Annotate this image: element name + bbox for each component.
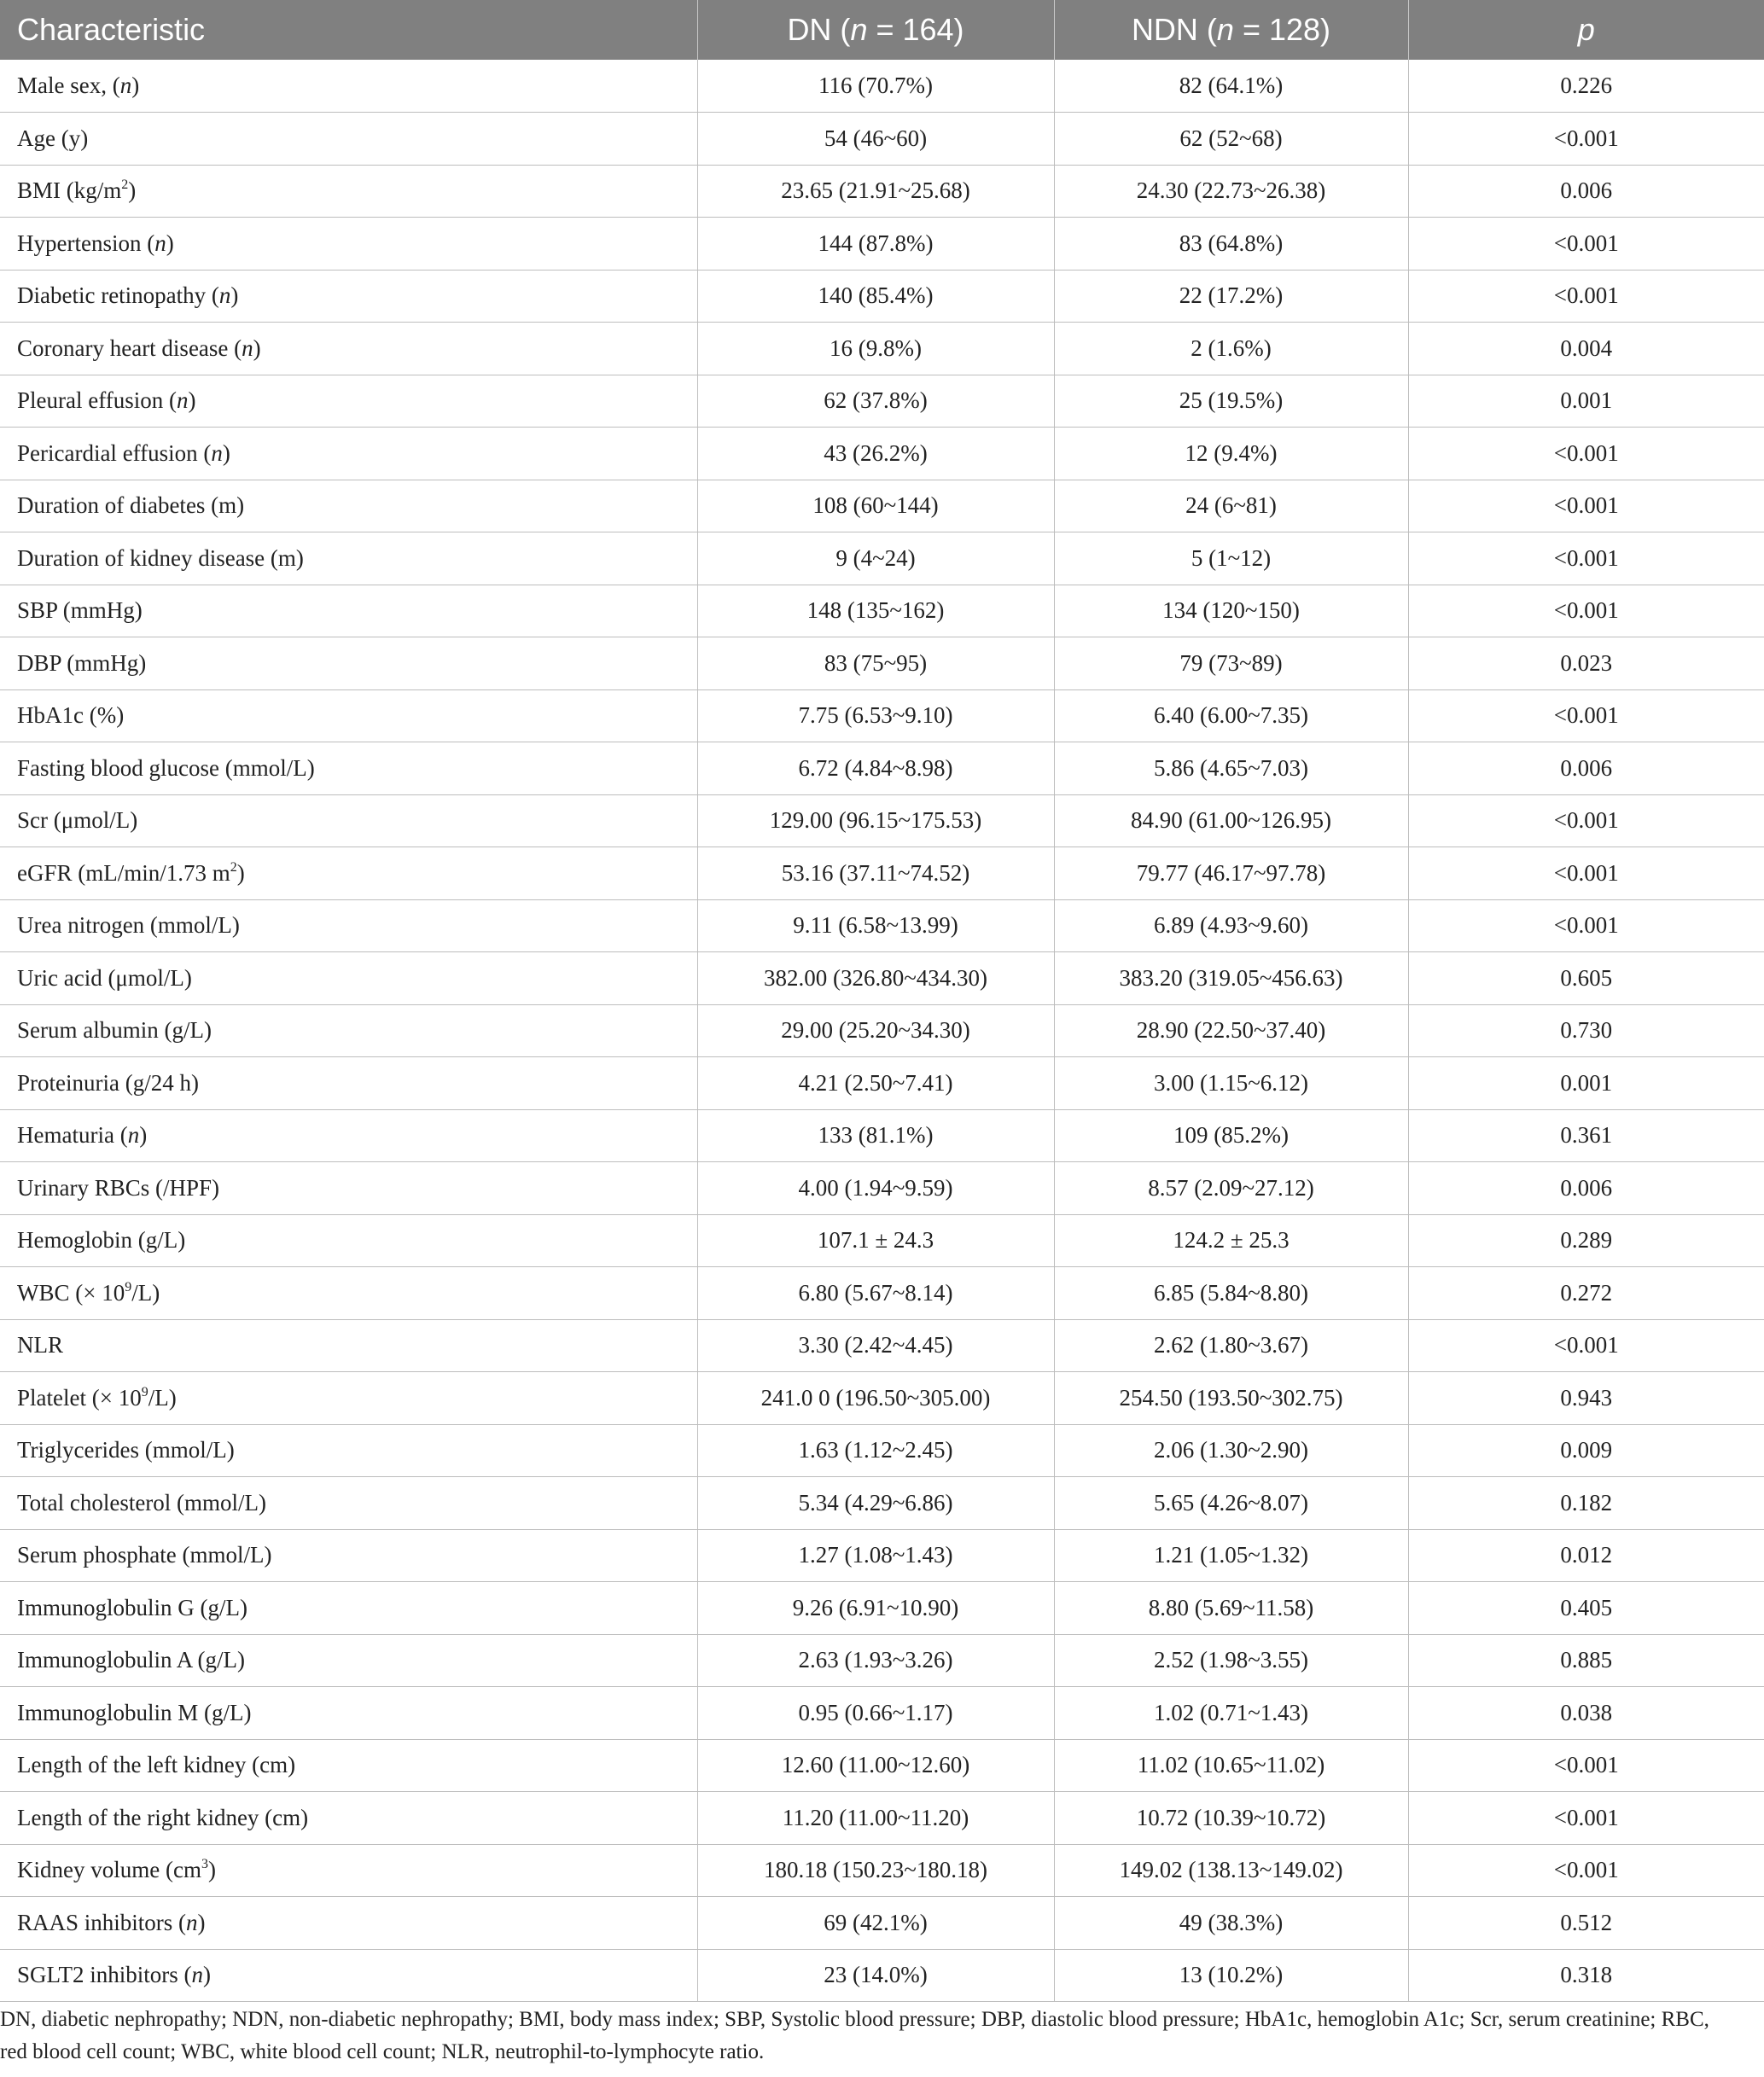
row-ndn-value: 3.00 (1.15~6.12) — [1054, 1057, 1408, 1110]
characteristic-after: ) — [222, 439, 230, 466]
row-characteristic — [0, 1267, 697, 1320]
row-ndn-value: 134 (120~150) — [1054, 585, 1408, 637]
table-row — [0, 270, 1764, 323]
table-row — [0, 1004, 1764, 1057]
row-p-value: <0.001 — [1408, 113, 1764, 166]
row-p-value: 0.006 — [1408, 1162, 1764, 1215]
characteristic-text: Coronary heart disease ( — [17, 335, 242, 361]
row-characteristic — [0, 952, 697, 1005]
characteristic-text: Serum phosphate (mmol/L) — [17, 1542, 272, 1568]
characteristic-after: ) — [253, 335, 261, 361]
row-characteristic — [0, 1004, 697, 1057]
row-ndn-value: 254.50 (193.50~302.75) — [1054, 1372, 1408, 1425]
table-row — [0, 218, 1764, 271]
characteristic-text: Duration of kidney disease (m) — [17, 544, 304, 571]
row-characteristic — [0, 60, 697, 113]
table-row — [0, 428, 1764, 480]
row-characteristic — [0, 1109, 697, 1162]
characteristic-tail: ) — [207, 1857, 216, 1883]
table-body — [0, 60, 1764, 2002]
characteristic-text: Serum albumin (g/L) — [17, 1017, 212, 1044]
header-p — [1408, 0, 1764, 60]
row-p-value: 0.182 — [1408, 1477, 1764, 1530]
characteristic-superscript: 9 — [125, 1279, 132, 1294]
characteristic-text: Pleural effusion ( — [17, 387, 177, 414]
characteristic-text: SBP (mmHg) — [17, 597, 143, 624]
characteristic-tail: /L) — [148, 1384, 177, 1411]
row-ndn-value: 5.86 (4.65~7.03) — [1054, 742, 1408, 795]
row-ndn-value: 8.80 (5.69~11.58) — [1054, 1582, 1408, 1635]
row-ndn-value: 1.02 (0.71~1.43) — [1054, 1687, 1408, 1740]
characteristic-italic: n — [218, 282, 231, 309]
row-characteristic — [0, 847, 697, 900]
row-dn-value: 108 (60~144) — [697, 480, 1054, 532]
row-dn-value: 2.63 (1.93~3.26) — [697, 1634, 1054, 1687]
row-p-value: 0.885 — [1408, 1634, 1764, 1687]
row-dn-value: 3.30 (2.42~4.45) — [697, 1319, 1054, 1372]
table-footnote: DN, diabetic nephropathy; NDN, non-diabetic nephropathy; BMI, body mass index; SBP, Systolic blood pressure; DBP, diastolic blood pressure; HbA1c, hemoglobin A1c; Scr, serum creatinine; RBC, red blood cell count; WBC, white blood cell count; NLR, neutrophil-to-lymphocyte ratio. — [0, 2008, 1709, 2063]
row-characteristic — [0, 1792, 697, 1845]
row-dn-value: 129.00 (96.15~175.53) — [697, 794, 1054, 847]
row-p-value: 0.361 — [1408, 1109, 1764, 1162]
table-row — [0, 1844, 1764, 1897]
row-p-value: 0.730 — [1408, 1004, 1764, 1057]
characteristic-tail: /L) — [131, 1279, 160, 1306]
row-p-value: 0.289 — [1408, 1214, 1764, 1267]
row-p-value: <0.001 — [1408, 218, 1764, 271]
characteristic-superscript: 2 — [121, 177, 129, 193]
table-row — [0, 1529, 1764, 1582]
row-characteristic — [0, 1897, 697, 1950]
characteristic-text: Age (y) — [17, 125, 89, 151]
table-row — [0, 1792, 1764, 1845]
characteristic-italic: n — [211, 439, 223, 466]
row-p-value: 0.001 — [1408, 1057, 1764, 1110]
row-ndn-value: 10.72 (10.39~10.72) — [1054, 1792, 1408, 1845]
row-p-value: <0.001 — [1408, 1319, 1764, 1372]
row-ndn-value: 2.06 (1.30~2.90) — [1054, 1424, 1408, 1477]
table-row — [0, 323, 1764, 375]
characteristic-text: Urinary RBCs (/HPF) — [17, 1174, 220, 1201]
header-characteristic: Characteristic — [0, 0, 697, 60]
characteristic-text: SGLT2 inhibitors ( — [17, 1962, 192, 1988]
table-row — [0, 375, 1764, 428]
header-ndn-prefix: NDN ( — [1131, 12, 1217, 47]
characteristic-text: Proteinuria (g/24 h) — [17, 1069, 199, 1096]
row-characteristic — [0, 1687, 697, 1740]
characteristic-text: Immunoglobulin A (g/L) — [17, 1647, 245, 1673]
table-row — [0, 1582, 1764, 1635]
row-dn-value: 116 (70.7%) — [697, 60, 1054, 113]
row-characteristic — [0, 1057, 697, 1110]
characteristic-text: Length of the left kidney (cm) — [17, 1752, 296, 1778]
characteristic-after: ) — [188, 387, 196, 414]
row-p-value: <0.001 — [1408, 428, 1764, 480]
row-dn-value: 107.1 ± 24.3 — [697, 1214, 1054, 1267]
characteristic-after: ) — [166, 230, 174, 256]
characteristic-superscript: 9 — [141, 1384, 148, 1399]
row-characteristic — [0, 689, 697, 742]
row-dn-value: 6.72 (4.84~8.98) — [697, 742, 1054, 795]
row-ndn-value: 82 (64.1%) — [1054, 60, 1408, 113]
row-characteristic — [0, 742, 697, 795]
row-p-value: 0.318 — [1408, 1949, 1764, 2002]
characteristic-text: RAAS inhibitors ( — [17, 1909, 187, 1935]
row-characteristic — [0, 428, 697, 480]
row-ndn-value: 62 (52~68) — [1054, 113, 1408, 166]
row-ndn-value: 79.77 (46.17~97.78) — [1054, 847, 1408, 900]
row-dn-value: 16 (9.8%) — [697, 323, 1054, 375]
characteristic-text: Pericardial effusion ( — [17, 439, 212, 466]
table-row — [0, 165, 1764, 218]
row-ndn-value: 12 (9.4%) — [1054, 428, 1408, 480]
row-characteristic — [0, 532, 697, 585]
table-row — [0, 585, 1764, 637]
row-p-value: 0.006 — [1408, 165, 1764, 218]
characteristic-after: ) — [230, 282, 239, 309]
header-ndn — [1054, 0, 1408, 60]
row-dn-value: 83 (75~95) — [697, 637, 1054, 690]
characteristic-italic: n — [154, 230, 166, 256]
row-dn-value: 53.16 (37.11~74.52) — [697, 847, 1054, 900]
row-dn-value: 43 (26.2%) — [697, 428, 1054, 480]
row-ndn-value: 6.40 (6.00~7.35) — [1054, 689, 1408, 742]
row-dn-value: 0.95 (0.66~1.17) — [697, 1687, 1054, 1740]
characteristic-text: Kidney volume (cm — [17, 1857, 201, 1883]
row-ndn-value: 5.65 (4.26~8.07) — [1054, 1477, 1408, 1530]
row-dn-value: 382.00 (326.80~434.30) — [697, 952, 1054, 1005]
row-ndn-value: 6.85 (5.84~8.80) — [1054, 1267, 1408, 1320]
characteristic-tail: ) — [236, 859, 245, 886]
row-dn-value: 180.18 (150.23~180.18) — [697, 1844, 1054, 1897]
characteristic-superscript: 2 — [230, 859, 237, 875]
table-row — [0, 899, 1764, 952]
row-ndn-value: 49 (38.3%) — [1054, 1897, 1408, 1950]
row-characteristic — [0, 1319, 697, 1372]
table-row — [0, 1214, 1764, 1267]
row-dn-value: 6.80 (5.67~8.14) — [697, 1267, 1054, 1320]
table-row — [0, 1897, 1764, 1950]
row-dn-value: 1.63 (1.12~2.45) — [697, 1424, 1054, 1477]
characteristic-italic: n — [119, 73, 132, 98]
characteristic-text: Hematuria ( — [17, 1122, 128, 1149]
table-row — [0, 60, 1764, 113]
row-dn-value: 29.00 (25.20~34.30) — [697, 1004, 1054, 1057]
table-row — [0, 532, 1764, 585]
row-dn-value: 23.65 (21.91~25.68) — [697, 165, 1054, 218]
header-dn-suffix: = 164) — [867, 12, 964, 47]
row-dn-value: 23 (14.0%) — [697, 1949, 1054, 2002]
row-dn-value: 133 (81.1%) — [697, 1109, 1054, 1162]
row-ndn-value: 28.90 (22.50~37.40) — [1054, 1004, 1408, 1057]
row-ndn-value: 11.02 (10.65~11.02) — [1054, 1739, 1408, 1792]
row-p-value: <0.001 — [1408, 270, 1764, 323]
row-ndn-value: 6.89 (4.93~9.60) — [1054, 899, 1408, 952]
row-dn-value: 9.11 (6.58~13.99) — [697, 899, 1054, 952]
row-characteristic — [0, 1582, 697, 1635]
row-p-value: 0.009 — [1408, 1424, 1764, 1477]
row-ndn-value: 2 (1.6%) — [1054, 323, 1408, 375]
table-row — [0, 1057, 1764, 1110]
row-ndn-value: 84.90 (61.00~126.95) — [1054, 794, 1408, 847]
row-characteristic — [0, 1634, 697, 1687]
row-characteristic — [0, 323, 697, 375]
row-p-value: 0.001 — [1408, 375, 1764, 428]
row-characteristic — [0, 899, 697, 952]
row-characteristic — [0, 270, 697, 323]
row-dn-value: 241.0 0 (196.50~305.00) — [697, 1372, 1054, 1425]
characteristic-text: Hypertension ( — [17, 230, 155, 256]
row-p-value: 0.012 — [1408, 1529, 1764, 1582]
row-p-value: 0.226 — [1408, 60, 1764, 113]
row-dn-value: 11.20 (11.00~11.20) — [697, 1792, 1054, 1845]
header-p-label: p — [1577, 12, 1595, 47]
row-p-value: 0.405 — [1408, 1582, 1764, 1635]
row-characteristic — [0, 794, 697, 847]
characteristic-text: WBC (× 10 — [17, 1279, 125, 1306]
row-characteristic — [0, 1424, 697, 1477]
header-ndn-n: n — [1216, 12, 1234, 47]
row-characteristic — [0, 1162, 697, 1215]
row-ndn-value: 24.30 (22.73~26.38) — [1054, 165, 1408, 218]
characteristic-text: Scr (μmol/L) — [17, 807, 138, 834]
row-p-value: <0.001 — [1408, 794, 1764, 847]
characteristic-italic: n — [186, 1909, 198, 1935]
row-dn-value: 140 (85.4%) — [697, 270, 1054, 323]
table-row — [0, 113, 1764, 166]
row-p-value: <0.001 — [1408, 585, 1764, 637]
table-row — [0, 794, 1764, 847]
characteristic-text: eGFR (mL/min/1.73 m — [17, 859, 230, 886]
characteristic-text: Triglycerides (mmol/L) — [17, 1437, 235, 1463]
row-p-value: <0.001 — [1408, 532, 1764, 585]
row-ndn-value: 25 (19.5%) — [1054, 375, 1408, 428]
row-dn-value: 54 (46~60) — [697, 113, 1054, 166]
characteristic-text: Total cholesterol (mmol/L) — [17, 1489, 267, 1516]
row-p-value: <0.001 — [1408, 1844, 1764, 1897]
row-characteristic — [0, 1949, 697, 2002]
row-p-value: 0.512 — [1408, 1897, 1764, 1950]
characteristic-italic: n — [127, 1122, 140, 1149]
characteristic-text: Immunoglobulin M (g/L) — [17, 1699, 252, 1725]
table-row — [0, 847, 1764, 900]
row-characteristic — [0, 585, 697, 637]
row-characteristic — [0, 1739, 697, 1792]
characteristic-text: Immunoglobulin G (g/L) — [17, 1594, 247, 1620]
characteristic-text: NLR — [17, 1332, 63, 1358]
row-p-value: <0.001 — [1408, 1739, 1764, 1792]
row-ndn-value: 83 (64.8%) — [1054, 218, 1408, 271]
characteristic-text: Length of the right kidney (cm) — [17, 1804, 309, 1830]
row-ndn-value: 1.21 (1.05~1.32) — [1054, 1529, 1408, 1582]
row-characteristic — [0, 113, 697, 166]
table-row — [0, 742, 1764, 795]
row-ndn-value: 79 (73~89) — [1054, 637, 1408, 690]
table-row — [0, 1739, 1764, 1792]
characteristic-superscript: 3 — [201, 1857, 208, 1872]
table-row — [0, 1372, 1764, 1425]
row-characteristic — [0, 375, 697, 428]
row-ndn-value: 22 (17.2%) — [1054, 270, 1408, 323]
row-dn-value: 5.34 (4.29~6.86) — [697, 1477, 1054, 1530]
table-row — [0, 1319, 1764, 1372]
row-ndn-value: 383.20 (319.05~456.63) — [1054, 952, 1408, 1005]
characteristic-italic: n — [242, 335, 253, 361]
characteristic-text: Fasting blood glucose (mmol/L) — [17, 754, 315, 781]
table-row — [0, 1687, 1764, 1740]
characteristic-text: Uric acid (μmol/L) — [17, 964, 192, 991]
row-characteristic — [0, 1214, 697, 1267]
row-ndn-value: 124.2 ± 25.3 — [1054, 1214, 1408, 1267]
row-ndn-value: 149.02 (138.13~149.02) — [1054, 1844, 1408, 1897]
header-dn — [697, 0, 1054, 60]
characteristic-text: Diabetic retinopathy ( — [17, 282, 219, 309]
row-characteristic — [0, 1477, 697, 1530]
characteristic-text: HbA1c (%) — [17, 702, 125, 729]
table-row — [0, 1162, 1764, 1215]
row-characteristic — [0, 480, 697, 532]
row-p-value: 0.272 — [1408, 1267, 1764, 1320]
characteristic-text: DBP (mmHg) — [17, 649, 147, 676]
row-dn-value: 144 (87.8%) — [697, 218, 1054, 271]
table-row — [0, 1949, 1764, 2002]
row-dn-value: 62 (37.8%) — [697, 375, 1054, 428]
row-dn-value: 1.27 (1.08~1.43) — [697, 1529, 1054, 1582]
row-characteristic — [0, 1529, 697, 1582]
characteristic-italic: n — [191, 1962, 204, 1988]
row-ndn-value: 5 (1~12) — [1054, 532, 1408, 585]
row-characteristic — [0, 1844, 697, 1897]
row-p-value: 0.004 — [1408, 323, 1764, 375]
characteristic-tail: ) — [128, 177, 137, 204]
row-p-value: <0.001 — [1408, 847, 1764, 900]
table-row — [0, 480, 1764, 532]
characteristic-after: ) — [131, 73, 140, 98]
table-row — [0, 1109, 1764, 1162]
row-p-value: 0.943 — [1408, 1372, 1764, 1425]
table-row — [0, 689, 1764, 742]
row-dn-value: 69 (42.1%) — [697, 1897, 1054, 1950]
row-dn-value: 9 (4~24) — [697, 532, 1054, 585]
characteristic-after: ) — [139, 1122, 148, 1149]
table-row — [0, 952, 1764, 1005]
table-row — [0, 1477, 1764, 1530]
row-ndn-value: 2.62 (1.80~3.67) — [1054, 1319, 1408, 1372]
row-ndn-value: 2.52 (1.98~3.55) — [1054, 1634, 1408, 1687]
row-dn-value: 9.26 (6.91~10.90) — [697, 1582, 1054, 1635]
table-row — [0, 1267, 1764, 1320]
characteristic-text: Urea nitrogen (mmol/L) — [17, 912, 240, 939]
row-characteristic — [0, 1372, 697, 1425]
row-p-value: 0.038 — [1408, 1687, 1764, 1740]
row-dn-value: 148 (135~162) — [697, 585, 1054, 637]
table-row — [0, 1424, 1764, 1477]
characteristic-italic: n — [176, 387, 189, 414]
table-header-row — [0, 0, 1764, 60]
row-ndn-value: 8.57 (2.09~27.12) — [1054, 1162, 1408, 1215]
characteristic-text: Duration of diabetes (m) — [17, 492, 245, 519]
row-p-value: 0.006 — [1408, 742, 1764, 795]
characteristic-text: Platelet (× 10 — [17, 1384, 142, 1411]
header-dn-prefix: DN ( — [787, 12, 851, 47]
header-ndn-suffix: = 128) — [1233, 12, 1331, 47]
row-p-value: 0.023 — [1408, 637, 1764, 690]
row-characteristic — [0, 165, 697, 218]
row-p-value: <0.001 — [1408, 899, 1764, 952]
row-dn-value: 4.21 (2.50~7.41) — [697, 1057, 1054, 1110]
row-characteristic — [0, 637, 697, 690]
row-characteristic — [0, 218, 697, 271]
header-dn-n: n — [850, 12, 868, 47]
characteristic-after: ) — [197, 1909, 206, 1935]
row-dn-value: 12.60 (11.00~12.60) — [697, 1739, 1054, 1792]
row-p-value: <0.001 — [1408, 1792, 1764, 1845]
table-row — [0, 1634, 1764, 1687]
row-dn-value: 4.00 (1.94~9.59) — [697, 1162, 1054, 1215]
characteristic-after: ) — [203, 1962, 212, 1988]
row-p-value: <0.001 — [1408, 480, 1764, 532]
table-row — [0, 637, 1764, 690]
row-ndn-value: 109 (85.2%) — [1054, 1109, 1408, 1162]
row-dn-value: 7.75 (6.53~9.10) — [697, 689, 1054, 742]
row-p-value: <0.001 — [1408, 689, 1764, 742]
characteristic-text: Hemoglobin (g/L) — [17, 1227, 186, 1254]
row-ndn-value: 13 (10.2%) — [1054, 1949, 1408, 2002]
characteristic-text: BMI (kg/m — [17, 177, 122, 204]
row-p-value: 0.605 — [1408, 952, 1764, 1005]
row-ndn-value: 24 (6~81) — [1054, 480, 1408, 532]
characteristic-text: Male sex, ( — [17, 73, 120, 98]
